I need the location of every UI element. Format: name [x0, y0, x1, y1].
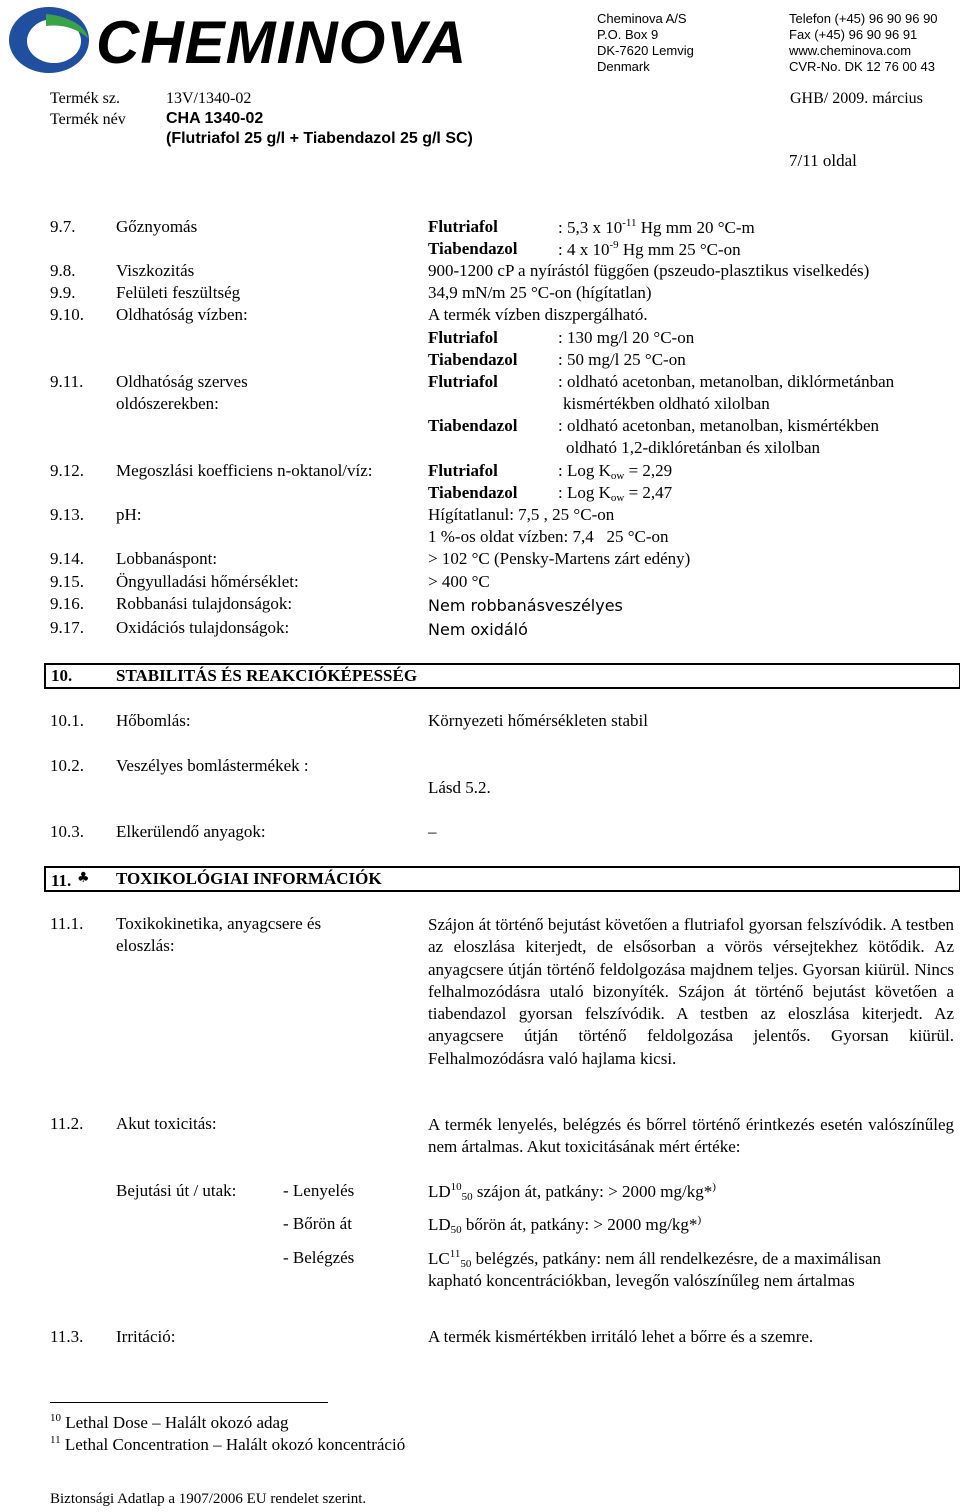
row-label: Hőbomlás:	[116, 711, 191, 730]
company-city: DK-7620 Lemvig	[597, 43, 694, 58]
row-label: Oxidációs tulajdonságok:	[116, 618, 290, 637]
page-number: 7/11 oldal	[789, 151, 857, 170]
substance-name: Tiabendazol	[428, 483, 518, 502]
row-num: 11.2.	[50, 1114, 84, 1133]
row-value: Lásd 5.2.	[428, 778, 491, 797]
row-value: : 130 mg/l 20 °C-on	[558, 328, 695, 347]
row-value: : 5,3 x $10^{-11}$ Hg mm 20 °C-m	[558, 217, 755, 237]
row-num: 10.1.	[50, 711, 84, 730]
row-label: Oldhatóság vízben:	[116, 305, 248, 324]
row-num: 11.1.	[50, 914, 84, 933]
row-label: Gőznyomás	[116, 217, 198, 236]
row-value: 34,9 mN/m 25 °C-on (hígítatlan)	[428, 283, 652, 302]
row-value: : oldható acetonban, metanolban, diklórmetánban	[558, 372, 895, 391]
footnote-11: $^{11}$ Lethal Concentration – Halált okozó koncentráció	[50, 1434, 406, 1454]
product-number-value: 13V/1340-02	[166, 90, 252, 107]
row-label: Öngyulladási hőmérséklet:	[116, 572, 299, 591]
section-10-header	[44, 663, 960, 689]
row-value: Nem oxidáló	[428, 620, 528, 639]
section-title: TOXIKOLÓGIAI INFORMÁCIÓK	[116, 869, 382, 888]
row-value: : Log $K_{ow} = 2,47$	[558, 483, 673, 504]
row-label: pH:	[116, 505, 142, 524]
row-label: Akut toxicitás:	[116, 1114, 217, 1133]
product-number-label: Termék sz.	[50, 90, 120, 107]
footnote-10: $^{10}$ Lethal Dose – Halált okozó adag	[50, 1412, 289, 1432]
row-value: Hígítatlanul: 7,5 , 25 °C-on	[428, 505, 615, 524]
row-value: : oldható acetonban, metanolban, kismértékben	[558, 416, 880, 435]
company-web: www.cheminova.com	[789, 43, 912, 58]
company-name: Cheminova A/S	[597, 11, 687, 26]
row-label: Veszélyes bomlástermékek :	[116, 756, 309, 775]
row-value: > 400 °C	[428, 572, 490, 591]
route-name: - Bőrön át	[283, 1214, 352, 1233]
substance-name: Tiabendazol	[428, 416, 518, 435]
route-name: - Lenyelés	[283, 1181, 355, 1200]
acute-toxicity-text: A termék lenyelés, belégzés és bőrrel történő érintkezés esetén valószínűleg nem ártalmas. Akut toxicitásának mért értéke:	[428, 1115, 954, 1157]
row-num: 9.15.	[50, 572, 84, 591]
company-phone: Telefon (+45) 96 90 96 90	[789, 11, 938, 26]
row-value: Környezeti hőmérsékleten stabil	[428, 711, 648, 730]
row-value: 1 %-os oldat vízben: 7,4 25 °C-on	[428, 527, 669, 546]
row-value: : 4 x $10^{-9}$ Hg mm 25 °C-on	[558, 239, 741, 259]
row-value: –	[428, 822, 437, 841]
row-value: 900-1200 cP a nyírástól függően (pszeudo-plasztikus viselkedés)	[428, 261, 870, 280]
company-address	[597, 11, 694, 75]
route-name: - Belégzés	[283, 1248, 355, 1267]
row-label: Elkerülendő anyagok:	[116, 822, 266, 841]
row-label: eloszlás:	[116, 936, 175, 955]
row-value: A termék kismértékben irritáló lehet a bőrre és a szemre.	[428, 1327, 814, 1346]
company-country: Denmark	[597, 59, 650, 74]
product-name-value: CHA 1340-02	[166, 110, 264, 127]
row-label: oldószerekben:	[116, 394, 219, 413]
route-value: $LC^{11}_{50}$ belégzés, patkány: nem áll rendelkezésre, de a maximálisan	[428, 1248, 882, 1270]
row-num: 9.9.	[50, 283, 76, 302]
company-cvr: CVR-No. DK 12 76 00 43	[789, 59, 935, 74]
row-value: oldható 1,2-diklóretánban és xilolban	[566, 438, 820, 457]
row-label: Viszkozitás	[116, 261, 195, 280]
route-value: kapható koncentrációkban, levegőn valószínűleg nem ártalmas	[428, 1271, 855, 1290]
club-icon: ♣	[77, 870, 90, 886]
row-label: Irritáció:	[116, 1327, 176, 1346]
row-num: 11.3.	[50, 1327, 84, 1346]
routes-label: Bejutási út / utak:	[116, 1181, 237, 1200]
route-value: $LD_{50}$ bőrön át, patkány: > 2000 mg/kg*)	[428, 1214, 702, 1236]
substance-name: Tiabendazol	[428, 239, 518, 258]
row-num: 9.13.	[50, 505, 84, 524]
row-value: > 102 °C (Pensky-Martens zárt edény)	[428, 549, 691, 568]
row-num: 10.3.	[50, 822, 84, 841]
row-num: 9.14.	[50, 549, 84, 568]
row-label: Oldhatóság szerves	[116, 372, 248, 391]
product-name-label: Termék név	[50, 111, 126, 128]
company-contact	[789, 11, 938, 75]
row-label: Toxikokinetika, anyagcsere és	[116, 914, 322, 933]
issue-date: GHB/ 2009. március	[790, 90, 923, 107]
row-num: 9.16.	[50, 594, 84, 613]
substance-name: Flutriafol	[428, 372, 498, 391]
substance-name: Flutriafol	[428, 328, 498, 347]
row-num: 9.11.	[50, 372, 84, 391]
row-num: 9.8.	[50, 261, 76, 280]
section-number: 10.	[51, 666, 73, 685]
row-value: kismértékben oldható xilolban	[563, 394, 770, 413]
company-box: P.O. Box 9	[597, 27, 659, 42]
substance-name: Flutriafol	[428, 217, 498, 236]
logo-wordmark: CHEMINOVA	[96, 9, 468, 76]
row-num: 9.17.	[50, 618, 84, 637]
page-footer: Biztonsági Adatlap a 1907/2006 EU rendelet szerint.	[50, 1491, 367, 1507]
row-value: A termék vízben diszpergálható.	[428, 305, 648, 324]
product-name-value-2: (Flutriafol 25 g/l + Tiabendazol 25 g/l SC)	[166, 130, 473, 147]
footnote-divider	[50, 1402, 328, 1403]
row-num: 9.7.	[50, 217, 76, 236]
row-label: Felületi feszültség	[116, 283, 241, 302]
row-num: 10.2.	[50, 756, 84, 775]
row-value: : 50 mg/l 25 °C-on	[558, 350, 686, 369]
section-11-header	[44, 866, 960, 892]
section-number: 11.	[51, 871, 72, 890]
route-value: $LD^{10}_{50}$ szájon át, patkány: > 2000 mg/kg*)	[428, 1181, 716, 1203]
logo-emblem-icon	[6, 4, 92, 76]
toxicokinetics-text: Szájon át történő bejutást követően a flutriafol gyorsan felszívódik. A testben az eloszlása kiterjedt, de elsősorban a vörös vérsejtekhez kötődik. Az anyagcsere útján történő feldolgozása majdnem teljes. Gyorsan kiürül. Nincs felhalmozódásra utaló bizonyíték. Szájon át történő bejutást követően a tiabendazol gyorsan felszívódik. A testben az eloszlása kiterjedt. Az anyagcsere útján történő feldolgozása jelentős. Gyorsan kiürül. Felhalmozódásra való hajlama kicsi.	[428, 915, 954, 1068]
company-fax: Fax (+45) 96 90 96 91	[789, 27, 918, 42]
row-num: 9.10.	[50, 305, 84, 324]
row-label: Megoszlási koefficiens n-oktanol/víz:	[116, 461, 373, 480]
row-value: Nem robbanásveszélyes	[428, 596, 623, 615]
substance-name: Tiabendazol	[428, 350, 518, 369]
row-label: Lobbanáspont:	[116, 549, 218, 568]
row-value: : Log $K_{ow} = 2,29$	[558, 461, 673, 482]
row-label: Robbanási tulajdonságok:	[116, 594, 293, 613]
substance-name: Flutriafol	[428, 461, 498, 480]
row-num: 9.12.	[50, 461, 84, 480]
section-title: STABILITÁS ÉS REAKCIÓKÉPESSÉG	[116, 666, 418, 685]
